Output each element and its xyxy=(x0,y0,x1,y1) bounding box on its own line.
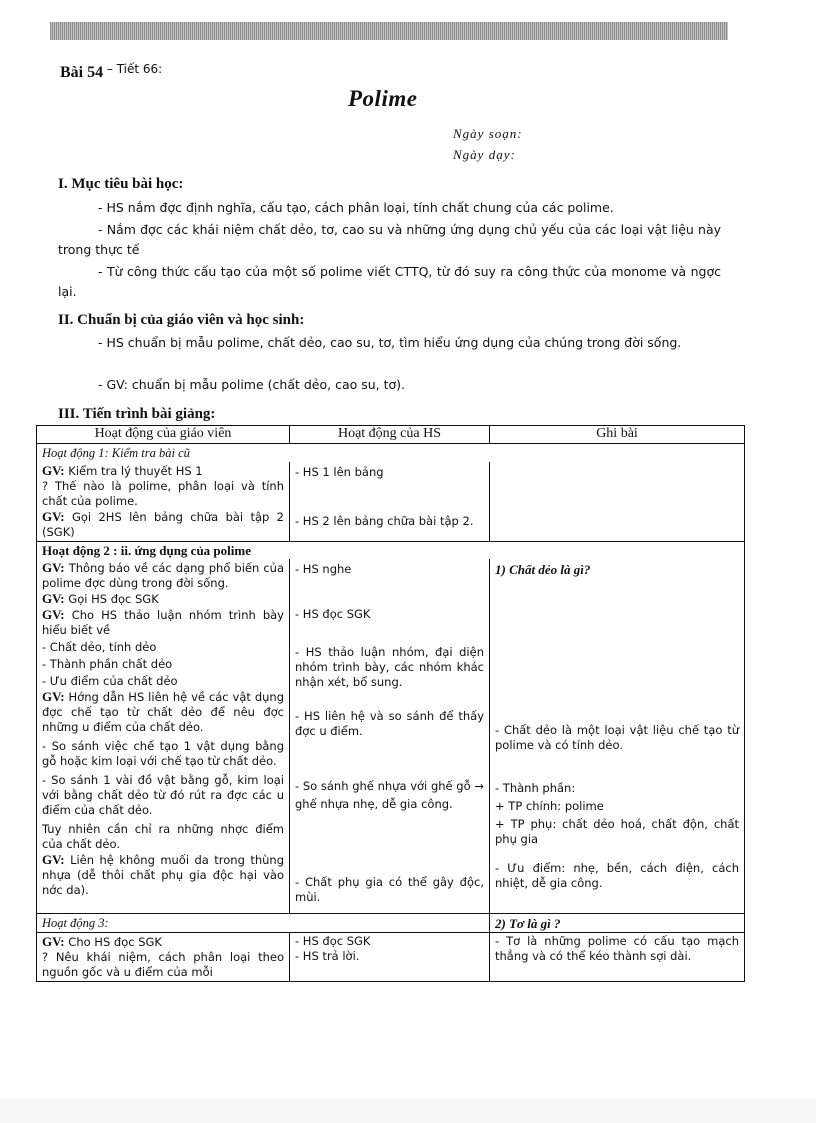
objectives-item-1 xyxy=(58,198,721,218)
preparation-text-1: - HS chuẩn bị mẫu polime, chất dẻo, cao su, tơ, tìm hiểu ứng dụng của chúng trong đời sống. xyxy=(98,335,682,350)
a2-student-line-4: - HS liên hệ và so sánh để thấy đợc u điểm. xyxy=(295,709,484,738)
a2-note-line-5: + TP phụ: chất dẻo hoá, chất độn, chất phụ gia xyxy=(495,817,739,846)
table-row-activity-1-title xyxy=(37,444,745,463)
a2-student-line-5a: - So sánh ghế nhựa với ghế gỗ xyxy=(295,779,471,793)
a3-student-line-2: - HS trả lời. xyxy=(295,949,360,963)
activity-2-notes xyxy=(490,559,745,914)
date-prepared: Ngày soạn: xyxy=(453,126,523,141)
gv-label: GV: xyxy=(42,463,65,478)
gv-label: GV: xyxy=(42,934,65,949)
table-row-activity-1 xyxy=(37,462,745,542)
a2-teacher-line-1: Thông báo về các dạng phổ biến của polime đợc dùng trong đời sống. xyxy=(42,561,284,590)
objectives-text-1: - HS nắm đợc định nghĩa, cấu tạo, cách phân loại, tính chất chung của các polime. xyxy=(98,200,614,215)
process-heading: III. Tiến trình bài giảng: xyxy=(58,406,216,422)
gv-label: GV: xyxy=(42,689,65,704)
col-header-teacher: Hoạt động của giáo viên xyxy=(37,426,290,444)
a3-note-line-2: - Tơ là những polime có cấu tạo mạch thẳng và có thể kéo thành sợi dài. xyxy=(495,934,739,963)
activity-3-student xyxy=(290,933,490,982)
row-spacer xyxy=(42,898,284,912)
lesson-number xyxy=(60,62,162,82)
note-heading-fiber: 2) Tơ là gì ? xyxy=(490,914,745,933)
a2-note-line-3: - Thành phần: xyxy=(495,781,576,795)
a3-student-line-1: - HS đọc SGK xyxy=(295,934,371,948)
table-row-activity-3 xyxy=(37,933,745,982)
preparation-text-2: - GV: chuẩn bị mẫu polime (chất dẻo, cao su, tơ). xyxy=(98,377,406,392)
page-title: Polime xyxy=(348,86,418,111)
a2-student-line-5 xyxy=(295,777,484,813)
objectives-heading: I. Mục tiêu bài học: xyxy=(58,176,184,192)
gv-label: GV: xyxy=(42,607,65,622)
a1-teacher-line-1: Kiểm tra lý thuyết HS 1 xyxy=(64,464,203,478)
a2-student-line-3: - HS thảo luận nhóm, đại diện nhóm trình bày, các nhóm khác nhận xét, bổ sung. xyxy=(295,645,484,689)
activity-3-title: Hoạt động 3: xyxy=(37,914,490,933)
a3-teacher-line-1: Cho HS đọc SGK xyxy=(64,935,162,949)
preparation-heading: II. Chuẩn bị của giáo viên và học sinh: xyxy=(58,312,305,328)
a2-teacher-line-5: - Thành phần chất dẻo xyxy=(42,657,173,671)
a1-teacher-line-2: ? Thế nào là polime, phân loại và tính chất của polime. xyxy=(42,479,284,508)
a2-teacher-line-11: Liên hệ không muối da trong thùng nhựa (dễ thôi chất phụ gia độc hại vào nớc da). xyxy=(42,853,284,897)
activity-1-notes xyxy=(490,462,745,542)
a1-student-line-2: - HS 2 lên bảng chữa bài tập 2. xyxy=(295,514,474,528)
objectives-text-3: - Từ công thức cấu tạo của một số polime viết CTTQ, từ đó suy ra công thức của monome và ngợc lại. xyxy=(58,264,721,299)
a2-student-line-2: - HS đọc SGK xyxy=(295,607,371,621)
objectives-text-2: - Nắm đợc các khái niệm chất dẻo, tơ, cao su và những ứng dụng chủ yếu của các loại vật liệu này trong thực tế xyxy=(58,222,721,257)
lesson-table xyxy=(36,425,745,982)
header-bar xyxy=(50,22,728,40)
preparation-item-2 xyxy=(58,375,721,395)
activity-1-title: Hoạt động 1: Kiểm tra bài cũ xyxy=(37,444,745,463)
gv-label: GV: xyxy=(42,852,65,867)
activity-2-teacher xyxy=(37,559,290,914)
a3-teacher-line-2: ? Nêu khái niệm, cách phân loại theo nguồn gốc và u điểm của mỗi xyxy=(42,950,284,979)
activity-1-student xyxy=(290,462,490,542)
a2-student-line-6: - Chất phụ gia có thể gây độc, mùi. xyxy=(295,875,484,904)
a2-teacher-line-8: - So sánh việc chế tạo 1 vật dụng bằng gỗ hoặc kim loại với chế tạo từ chất dẻo. xyxy=(42,739,284,768)
objectives-item-2 xyxy=(58,220,721,260)
gv-label: GV: xyxy=(42,560,65,575)
activity-3-notes xyxy=(490,933,745,982)
activity-1-teacher xyxy=(37,462,290,542)
date-taught: Ngày dạy: xyxy=(453,147,516,162)
a2-teacher-line-9: - So sánh 1 vài đồ vật bằng gỗ, kim loại với bằng chất dẻo từ đó rút ra đợc các u điểm của chất dẻo. xyxy=(42,773,284,817)
col-header-student: Hoạt động của HS xyxy=(290,426,490,444)
activity-2-title: Hoạt động 2 : ii. ứng dụng của polime xyxy=(37,542,745,560)
a2-teacher-line-10: Tuy nhiên cần chỉ ra những nhợc điểm của chất dẻo. xyxy=(42,822,284,851)
table-row-activity-2-title xyxy=(37,542,745,560)
gv-label: GV: xyxy=(42,509,65,524)
objectives-item-3 xyxy=(58,262,721,302)
a2-note-line-4: + TP chính: polime xyxy=(495,799,604,813)
a2-note-line-2: - Chất dẻo là một loại vật liệu chế tạo từ polime và có tính dẻo. xyxy=(495,723,739,752)
a2-note-line-6: - Ưu điểm: nhẹ, bền, cách điện, cách nhiệt, dễ gia công. xyxy=(495,861,739,890)
a2-teacher-line-6: - Ưu điểm của chất dẻo xyxy=(42,674,178,688)
gv-label: GV: xyxy=(42,591,65,606)
a1-student-line-1: - HS 1 lên bảng xyxy=(295,465,384,479)
a1-teacher-line-3: Gọi 2HS lên bảng chữa bài tập 2 (SGK) xyxy=(42,510,284,539)
period-label: – Tiết 66: xyxy=(106,62,163,76)
note-heading-plastic: 1) Chất dẻo là gì? xyxy=(495,562,591,577)
table-row-activity-3-title xyxy=(37,914,745,933)
dates-block xyxy=(453,123,523,165)
table-header-row xyxy=(37,426,745,444)
preparation-item-1 xyxy=(58,333,721,353)
col-header-notes: Ghi bài xyxy=(490,426,745,444)
a2-teacher-line-7: Hớng dẫn HS liên hệ về các vật dụng đợc chế tạo từ chất dẻo để nêu đợc những u điểm của chất dẻo. xyxy=(42,690,284,734)
arrow-icon: → xyxy=(474,779,485,793)
a2-teacher-line-3: Cho HS thảo luận nhóm trình bày hiểu biết về xyxy=(42,608,284,637)
a2-teacher-line-4: - Chất dẻo, tính dẻo xyxy=(42,640,157,654)
activity-2-student xyxy=(290,559,490,914)
lesson-label: Bài 54 xyxy=(60,64,104,81)
a2-student-line-5b: ghế nhựa nhẹ, dễ gia công. xyxy=(295,797,453,811)
a2-teacher-line-2: Gọi HS đọc SGK xyxy=(64,592,159,606)
activity-3-teacher xyxy=(37,933,290,982)
table-row-activity-2 xyxy=(37,559,745,914)
page-bottom-edge xyxy=(0,1098,816,1123)
a2-student-line-1: - HS nghe xyxy=(295,562,352,576)
